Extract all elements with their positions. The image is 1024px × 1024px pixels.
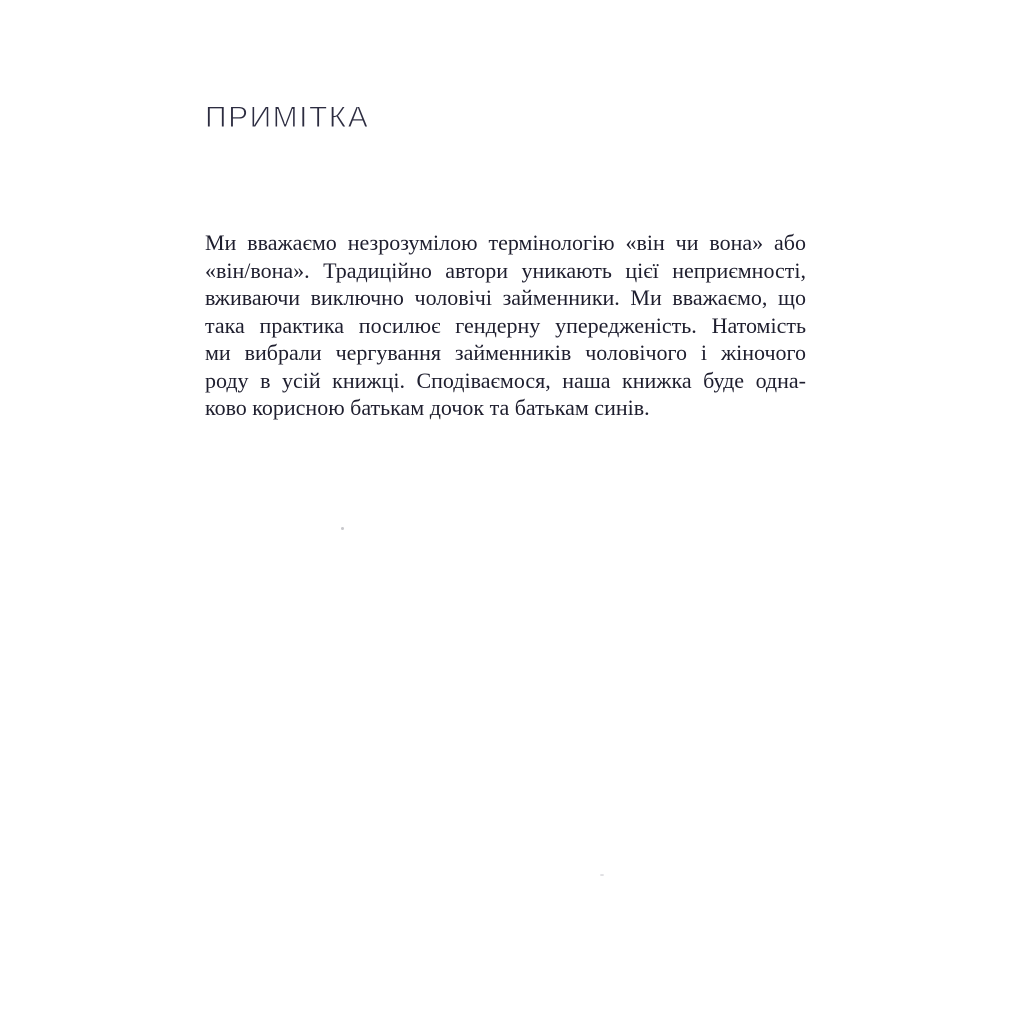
scan-speck bbox=[600, 874, 604, 876]
paragraph-line: ково корисною батькам дочок та батькам синів. bbox=[205, 395, 650, 420]
paragraph-line: ми вибрали чергування займенників чоловічого і жіночого bbox=[205, 340, 806, 365]
paragraph-line: «він/вона». Традиційно автори уникають цієї неприємності, bbox=[205, 257, 806, 283]
paragraph-line: Ми вважаємо незрозумілою термінологію «він чи вона» або bbox=[205, 230, 806, 255]
paragraph-line: вживаючи виключно чоловічі займенники. Ми вважаємо, що bbox=[205, 285, 806, 310]
scan-speck bbox=[341, 527, 344, 530]
paragraph-line: роду в усій книжці. Сподіваємося, наша книжка буде одна- bbox=[205, 367, 806, 393]
note-paragraph bbox=[205, 229, 806, 422]
page-title: ПРИМІТКА bbox=[205, 101, 370, 134]
paragraph-line: така практика посилює гендерну упередженість. Натомість bbox=[205, 312, 806, 338]
